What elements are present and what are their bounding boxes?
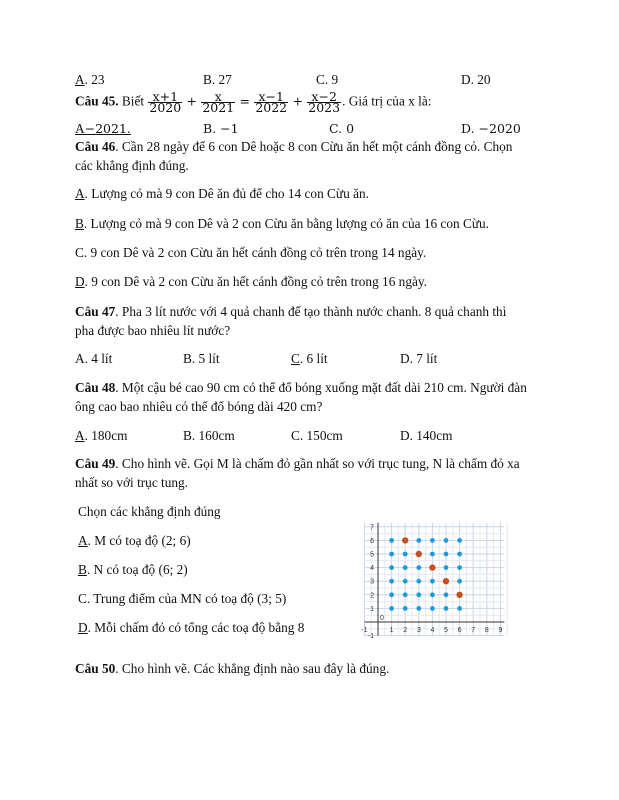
x-tick-label: 9	[498, 627, 503, 634]
q45-fraction-2: $\frac{x}{2021}$	[202, 89, 235, 115]
blue-dot	[416, 606, 421, 611]
q45-option-b: B. −1	[203, 121, 239, 136]
q46-statement-b: B. Lượng cỏ mà 9 con Dê và 2 con Cừu ăn bằng lượng cỏ ăn của 16 con Cừu.	[75, 216, 490, 231]
blue-dot	[416, 579, 421, 584]
y-tick-label: 6	[370, 537, 374, 545]
red-dot	[443, 578, 449, 584]
q45-option-c: C. 0	[329, 121, 355, 136]
q44-option-b: B. 27	[203, 72, 232, 87]
x-tick-label: 1	[389, 627, 394, 634]
q46-statement-a: A. Lượng cỏ mà 9 con Dê ăn đủ để cho 14 con Cừu ăn.	[75, 186, 369, 201]
q48-option-b: B. 160cm	[183, 428, 235, 443]
y-tick-label: 1	[370, 605, 374, 613]
red-dot	[416, 551, 422, 557]
blue-dot	[457, 606, 462, 611]
q47-option-d: D. 7 lít	[400, 351, 438, 366]
x-tick-label: 3	[416, 627, 421, 634]
blue-dot	[403, 552, 408, 557]
q49-statement-b: B. N có toạ độ (6; 2)	[78, 562, 188, 577]
blue-dot	[389, 565, 394, 570]
x-tick-label: -1	[361, 627, 368, 634]
y-tick-label: 3	[370, 578, 374, 586]
q47-question-line-1: Câu 47. Pha 3 lít nước với 4 quả chanh để tạo thành nước chanh. 8 quả chanh thì	[75, 304, 507, 319]
q45-fraction-3: $\frac{x-1}{2022}$	[255, 89, 288, 115]
q45-question: Câu 45. Biết $\frac{x+1}{2020}$ + $\frac{x}{2021}$ = $\frac{x-1}{2022}$ + $\frac{x-2}{2023}$ . Giá trị của x là:	[75, 89, 432, 115]
blue-dot	[416, 565, 421, 570]
q50-question: Câu 50. Cho hình vẽ. Các khẳng định nào sau đây là đúng.	[75, 661, 390, 676]
blue-dot	[389, 592, 394, 597]
blue-dot	[430, 606, 435, 611]
blue-dot	[457, 538, 462, 543]
q44-option-d: D. 20	[461, 72, 491, 87]
blue-dot	[444, 552, 449, 557]
q49-statement-c: C. Trung điểm của MN có toạ độ (3; 5)	[78, 591, 287, 606]
x-tick-label: 4	[430, 627, 435, 634]
y-tick-label: 5	[370, 551, 374, 559]
q48-option-a: A. 180cm	[75, 428, 128, 443]
q49-statement-d: D. Mỗi chấm đỏ có tổng các toạ độ bằng 8	[78, 620, 305, 635]
q48-option-c: C. 150cm	[291, 428, 343, 443]
q47-option-c: C. 6 lít	[291, 351, 328, 366]
q49-prompt: Chọn các khẳng định đúng	[78, 504, 221, 519]
x-tick-label: 8	[484, 627, 489, 634]
q47-option-b: B. 5 lít	[183, 351, 220, 366]
coordinate-grid-chart	[360, 500, 522, 648]
y-tick-label: 4	[370, 565, 374, 573]
q45-option-d: D. −2020	[461, 121, 521, 136]
q48-option-d: D. 140cm	[400, 428, 453, 443]
x-tick-label: 2	[403, 627, 408, 634]
blue-dot	[457, 565, 462, 570]
q45-label: Câu 45.	[75, 93, 119, 109]
red-dot	[456, 592, 462, 598]
blue-dot	[444, 592, 449, 597]
blue-dot	[444, 538, 449, 543]
blue-dot	[444, 606, 449, 611]
blue-dot	[430, 552, 435, 557]
q49-question-line-1: Câu 49. Cho hình vẽ. Gọi M là chấm đỏ gần nhất so với trục tung, N là chấm đỏ xa	[75, 456, 520, 471]
y-tick-label: -1	[367, 633, 374, 641]
q44-option-c: C. 9	[316, 72, 339, 87]
blue-dot	[403, 579, 408, 584]
q47-option-a: A. 4 lít	[75, 351, 113, 366]
blue-dot	[416, 592, 421, 597]
x-tick-label: 6	[457, 627, 462, 634]
blue-dot	[403, 606, 408, 611]
blue-dot	[457, 579, 462, 584]
blue-dot	[444, 565, 449, 570]
blue-dot	[389, 579, 394, 584]
red-dot	[402, 537, 408, 543]
x-tick-label: 5	[444, 627, 448, 634]
red-dot	[429, 564, 435, 570]
x-tick-label: 7	[471, 627, 476, 634]
blue-dot	[416, 538, 421, 543]
q45-fraction-1: $\frac{x+1}{2020}$	[149, 89, 182, 115]
blue-dot	[403, 592, 408, 597]
blue-dot	[430, 579, 435, 584]
q45-option-a: A−2021.	[75, 121, 131, 136]
y-tick-label: 2	[370, 592, 374, 600]
blue-dot	[430, 538, 435, 543]
blue-dot	[430, 592, 435, 597]
q48-question-line-1: Câu 48. Một cậu bé cao 90 cm có thể đổ bóng xuống mặt đất dài 210 cm. Người đàn	[75, 380, 527, 395]
blue-dot	[389, 538, 394, 543]
q46-question-line-2: các khẳng định đúng.	[75, 158, 189, 173]
q46-question-line-1: Câu 46. Cần 28 ngày để 6 con Dê hoặc 8 con Cừu ăn hết một cánh đồng cỏ. Chọn	[75, 139, 513, 154]
q44-option-a: A. 23	[75, 72, 105, 87]
q45-fraction-4: $\frac{x-2}{2023}$	[308, 89, 341, 115]
q46-statement-c: C. 9 con Dê và 2 con Cừu ăn hết cánh đồng cỏ trên trong 14 ngày.	[75, 245, 427, 260]
origin-label: 0	[380, 615, 384, 622]
blue-dot	[389, 606, 394, 611]
q49-statement-a: A. M có toạ độ (2; 6)	[78, 533, 191, 548]
blue-dot	[403, 565, 408, 570]
blue-dot	[457, 552, 462, 557]
q49-question-line-2: nhất so với trục tung.	[75, 475, 189, 490]
q48-question-line-2: ông cao bao nhiêu có thể đổ bóng dài 420 cm?	[75, 399, 323, 414]
blue-dot	[389, 552, 394, 557]
y-tick-label: 7	[370, 524, 374, 532]
q47-question-line-2: pha được bao nhiêu lít nước?	[75, 323, 231, 338]
q46-statement-d: D. 9 con Dê và 2 con Cừu ăn hết cánh đồng cỏ trên trong 16 ngày.	[75, 274, 427, 289]
